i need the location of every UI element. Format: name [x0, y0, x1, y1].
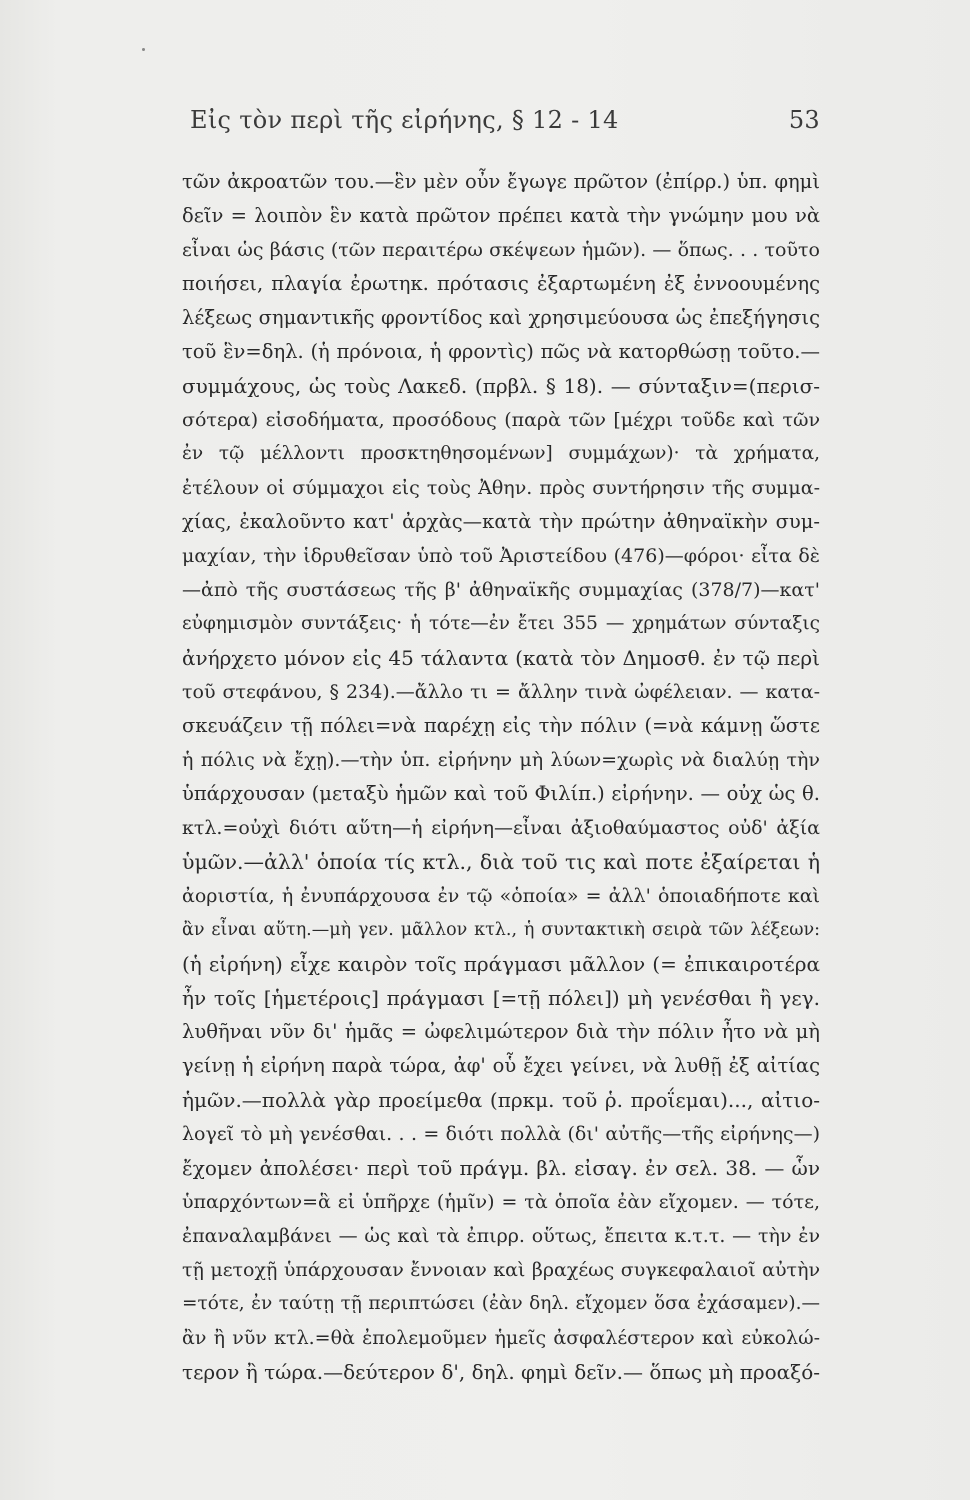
text-line: ἐν τῷ μέλλοντι προσκτηθησομένων] συμμάχων)· τὰ χρήματα, [182, 443, 820, 464]
text-line: γείνῃ ἡ εἰρήνη παρὰ τώρα, ἀφ' οὗ ἔχει γείνει, νὰ λυθῇ ἐξ αἰτίας [182, 1054, 820, 1077]
text-line: τῶν ἀκροατῶν του.—ἓν μὲν οὖν ἔγωγε πρῶτον (ἐπίρρ.) ὑπ. φημὶ [182, 170, 820, 193]
text-line: εἶναι ὡς βάσις (τῶν περαιτέρω σκέψεων ἡμῶν). — ὅπως. . . τοῦτο [182, 239, 820, 261]
text-line: χίας, ἐκαλοῦντο κατ' ἀρχὰς—κατὰ τὴν πρώτην ἀθηναϊκὴν συμ- [182, 510, 820, 533]
text-line: μαχίαν, τὴν ἱδρυθεῖσαν ὑπὸ τοῦ Ἀριστείδου (476)—φόροι· εἶτα δὲ [182, 545, 820, 567]
text-line: ἂν ἢ νῦν κτλ.=θὰ ἐπολεμοῦμεν ἡμεῖς ἀσφαλέστερον καὶ εὐκολώ- [182, 1327, 820, 1349]
text-line: ἂν εἶναι αὕτη.—μὴ γεν. μᾶλλον κτλ., ἡ συντακτικὴ σειρὰ τῶν λέξεων: [182, 920, 820, 940]
text-line: τοῦ στεφάνου, § 234).—ἄλλο τι = ἄλλην τινὰ ὠφέλειαν. — κατα- [182, 681, 820, 703]
text-line: ὑπαρχόντων=ἃ εἰ ὑπῆρχε (ἡμῖν) = τὰ ὁποῖα ἐὰν εἴχομεν. — τότε, [182, 1191, 820, 1213]
text-line: ἀοριστία, ἡ ἐνυπάρχουσα ἐν τῷ «ὁποία» = ἀλλ' ὁποιαδήποτε καὶ [182, 885, 820, 907]
text-line: ἐτέλουν οἱ σύμμαχοι εἰς τοὺς Ἀθην. πρὸς συντήρησιν τῆς συμμα- [182, 477, 820, 499]
text-line: ποιήσει, πλαγία ἐρωτηκ. πρότασις ἐξαρτωμένη ἐξ ἐννοουμένης [182, 272, 820, 295]
text-line: ἡ πόλις νὰ ἔχῃ).—τὴν ὑπ. εἰρήνην μὴ λύων=χωρὶς νὰ διαλύῃ τὴν [182, 749, 820, 771]
text-line: ὑμῶν.—ἀλλ' ὁποία τίς κτλ., διὰ τοῦ τις καὶ ποτε ἐξαίρεται ἡ [182, 850, 820, 874]
text-line: ὑπάρχουσαν (μεταξὺ ἡμῶν καὶ τοῦ Φιλίπ.) εἰρήνην. — οὐχ ὡς θ. [182, 782, 820, 805]
text-line: κτλ.=οὐχὶ διότι αὕτη—ἡ εἰρήνη—εἶναι ἀξιοθαύμαστος οὐδ' ἀξία [182, 817, 820, 839]
text-line: —ἀπὸ τῆς συστάσεως τῆς β' ἀθηναϊκῆς συμμαχίας (378/7)—κατ' [182, 579, 820, 601]
text-line: ἡμῶν.—πολλὰ γὰρ προείμεθα (πρκμ. τοῦ ῥ. προΐεμαι)..., αἰτιο- [182, 1088, 820, 1112]
page-number: 53 [788, 106, 820, 134]
text-line: δεῖν = λοιπὸν ἓν κατὰ πρῶτον πρέπει κατὰ τὴν γνώμην μου νὰ [182, 204, 820, 227]
running-head-title: Εἰς τὸν περὶ τῆς εἰρήνης, § 12 - 14 [190, 106, 619, 134]
text-line: λέξεως σημαντικῆς φροντίδος καὶ χρησιμεύουσα ὡς ἐπεξήγησις [182, 306, 820, 329]
text-line: σκευάζειν τῇ πόλει=νὰ παρέχῃ εἰς τὴν πόλιν (=νὰ κάμνῃ ὥστε [182, 714, 820, 737]
text-line: λογεῖ τὸ μὴ γενέσθαι. . . = διότι πολλὰ (δι' αὐτῆς—τῆς εἰρήνης—) [182, 1123, 820, 1145]
text-line: ἔχομεν ἀπολέσει· περὶ τοῦ πράγμ. βλ. εἰσαγ. ἐν σελ. 38. — ὧν [182, 1156, 820, 1180]
running-head [190, 106, 820, 140]
text-line: (ἡ εἰρήνη) εἶχε καιρὸν τοῖς πράγμασι μᾶλλον (= ἐπικαιροτέρα [182, 952, 820, 976]
text-line: ἐπαναλαμβάνει — ὡς καὶ τὰ ἐπιρρ. οὕτως, ἔπειτα κ.τ.τ. — τὴν ἐν [182, 1225, 820, 1247]
print-speck [142, 48, 145, 51]
text-line: τερον ἢ τώρα.—δεύτερον δ', δηλ. φημὶ δεῖν.— ὅπως μὴ προαξό- [182, 1360, 820, 1384]
text-line: λυθῆναι νῦν δι' ἡμᾶς = ὠφελιμώτερον διὰ τὴν πόλιν ἦτο νὰ μὴ [182, 1020, 820, 1043]
text-line: τοῦ ἓν=δηλ. (ἡ πρόνοια, ἡ φροντὶς) πῶς νὰ κατορθώσῃ τοῦτο.— [182, 340, 820, 363]
text-line: =τότε, ἐν ταύτῃ τῇ περιπτώσει (ἐὰν δηλ. εἴχομεν ὅσα ἐχάσαμεν).— [182, 1293, 820, 1314]
text-line: ἀνήρχετο μόνον εἰς 45 τάλαντα (κατὰ τὸν Δημοσθ. ἐν τῷ περὶ [182, 646, 820, 670]
text-line: ἦν τοῖς [ἡμετέροις] πράγμασι [=τῇ πόλει]) μὴ γενέσθαι ἢ γεγ. [182, 986, 820, 1010]
text-line: εὐφημισμὸν συντάξεις· ἡ τότε—ἐν ἔτει 355 — χρημάτων σύνταξις [182, 613, 820, 634]
body-text [182, 165, 820, 1389]
text-line: τῇ μετοχῇ ὑπάρχουσαν ἔννοιαν καὶ βραχέως συγκεφαλαιοῖ αὐτὴν [182, 1259, 820, 1281]
text-line: συμμάχους, ὡς τοὺς Λακεδ. (πρβλ. § 18). — σύνταξιν=(περισ- [182, 374, 820, 398]
text-line: σότερα) εἰσοδήματα, προσόδους (παρὰ τῶν [μέχρι τοῦδε καὶ τῶν [182, 409, 820, 431]
